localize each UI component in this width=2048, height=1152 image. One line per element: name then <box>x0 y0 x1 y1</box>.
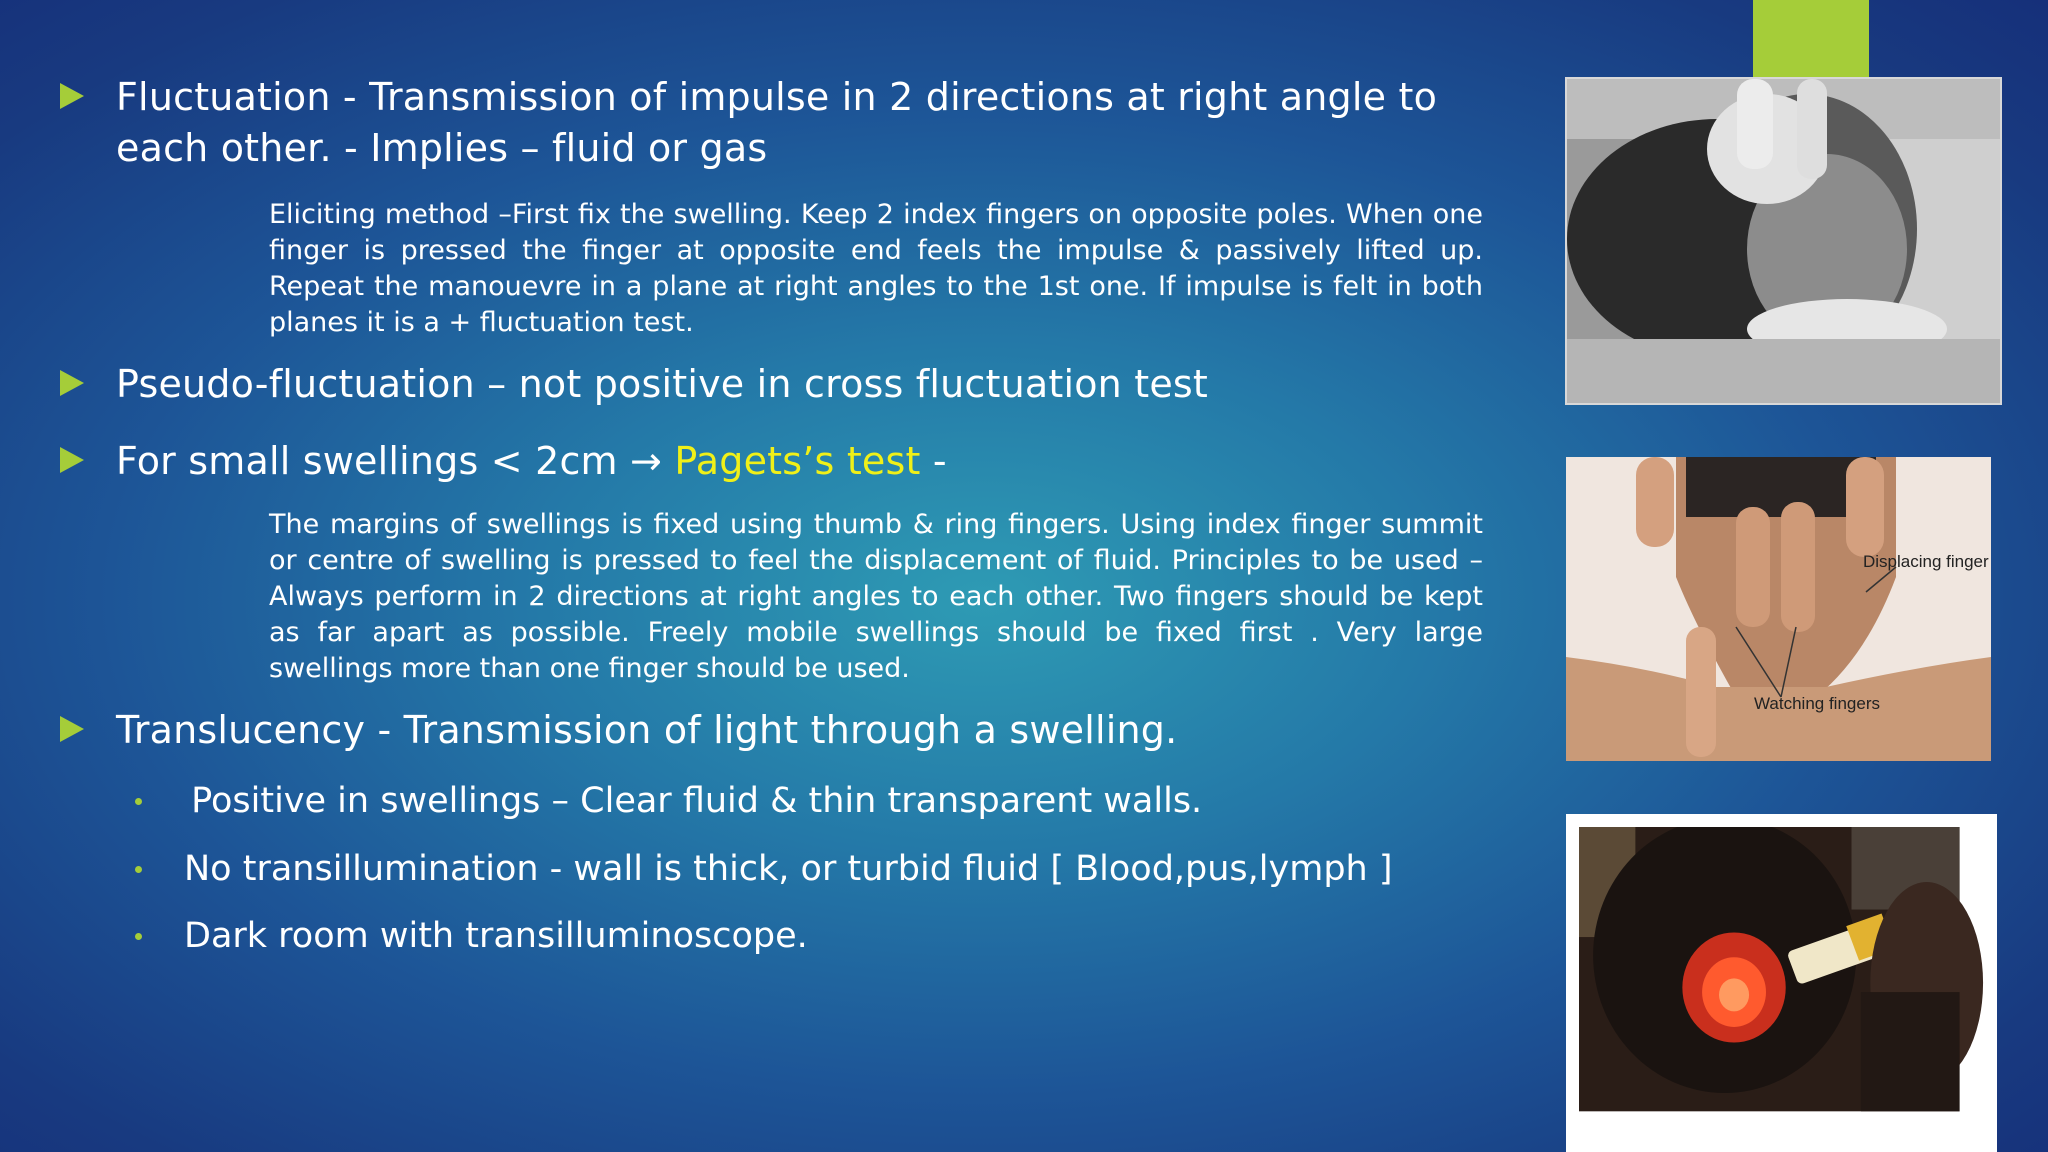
bullet-text: Pseudo-fluctuation – not positive in cross fluctuation test <box>116 362 1209 406</box>
triangle-bullet-icon <box>60 370 84 396</box>
displacing-finger-label: Displacing finger <box>1863 552 1989 571</box>
pagets-test-illustration <box>1566 457 1991 761</box>
fluctuation-detail: Eliciting method –First fix the swelling. Keep 2 index fingers on opposite poles. When one finger is pressed the finger at opposite end feels the impulse & passively lifted up. Repeat the manouevre in a plane at right angles to the 1st one. If impulse is felt in both planes it is a + fluctuation test. <box>269 199 1483 338</box>
pagets-detail: The margins of swellings is fixed using thumb & ring fingers. Using index finger summit or centre of swelling is pressed to feel the displacement of fluid. Principles to be used –Always perform in 2 directions at right angles to each other. Two fingers should be kept as far apart as possible. Freely mobile swellings should be fixed first . Very large swellings more than one finger should be used. <box>269 509 1483 684</box>
bullet-translucency <box>60 705 1516 756</box>
bullet-suffix: - <box>920 439 947 483</box>
triangle-bullet-icon <box>60 83 84 109</box>
sub-bullet <box>135 776 1202 826</box>
bullet-text <box>116 436 1516 487</box>
bullet-pseudo-fluctuation <box>60 359 1516 410</box>
triangle-bullet-icon <box>60 447 84 473</box>
bullet-prefix: For small swellings < 2cm → <box>116 439 675 483</box>
accent-tab <box>1753 0 1869 78</box>
bullet-small-swellings <box>60 436 1516 487</box>
dot-bullet-icon <box>135 798 142 805</box>
sub-bullet <box>135 844 1393 894</box>
dot-bullet-icon <box>135 933 142 940</box>
watching-fingers-label: Watching fingers <box>1754 694 1880 713</box>
sub-bullet-text: Dark room with transilluminoscope. <box>184 916 808 956</box>
sub-bullet <box>135 911 808 961</box>
fluctuation-test-photo <box>1565 77 2002 405</box>
sub-bullet-text: Positive in swellings – Clear fluid & thin transparent walls. <box>180 781 1203 821</box>
bullet-text: Fluctuation - Transmission of impulse in 2 directions at right angle to each other. - Implies – fluid or gas <box>116 75 1438 170</box>
sub-bullet-text: No transillumination - wall is thick, or turbid fluid [ Blood,pus,lymph ] <box>184 849 1393 889</box>
pagets-test-highlight: Pagets’s test <box>674 439 921 483</box>
bullet-fluctuation <box>60 72 1516 174</box>
bullet-text: Translucency - Transmission of light through a swelling. <box>116 708 1178 752</box>
dot-bullet-icon <box>135 866 142 873</box>
triangle-bullet-icon <box>60 716 84 742</box>
transillumination-photo <box>1566 814 1997 1152</box>
